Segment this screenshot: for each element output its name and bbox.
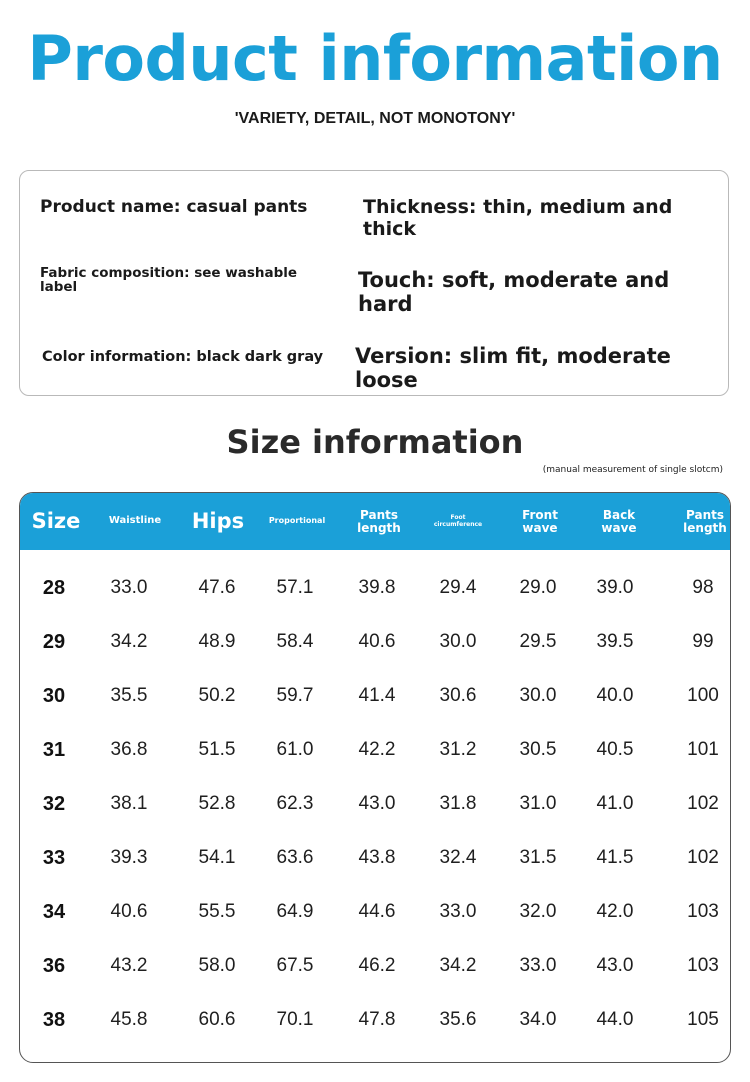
table-cell: 33.0 <box>439 901 477 922</box>
table-cell: 30.5 <box>519 739 557 760</box>
table-cell: 31.2 <box>439 739 477 760</box>
table-row <box>20 777 730 831</box>
table-cell: 34.0 <box>519 1009 557 1030</box>
table-cell: 33.0 <box>519 955 557 976</box>
page-title: Product information <box>27 22 723 95</box>
table-cell: 101 <box>687 739 719 760</box>
table-cell: 35.5 <box>110 685 148 706</box>
table-cell: 34.2 <box>439 955 477 976</box>
table-cell: 40.0 <box>596 685 634 706</box>
table-row <box>20 615 730 669</box>
header-waistline: Waistline <box>108 515 162 527</box>
header-front-wave: Front wave <box>522 507 558 535</box>
table-cell: 58.0 <box>198 955 236 976</box>
table-cell: 102 <box>687 793 719 814</box>
table-cell: 103 <box>687 901 719 922</box>
measurement-note: (manual measurement of single slotcm) <box>542 465 723 475</box>
table-cell: 41.4 <box>358 685 396 706</box>
table-cell: 48.9 <box>198 631 236 652</box>
table-cell: 35.6 <box>439 1009 477 1030</box>
touch-text: Touch: soft, moderate and hard <box>358 268 670 316</box>
table-cell: 32.4 <box>439 847 477 868</box>
table-cell: 41.0 <box>596 793 634 814</box>
table-row <box>20 993 730 1047</box>
table-cell: 61.0 <box>276 739 314 760</box>
product-name-text: Product name: casual pants <box>40 197 308 217</box>
table-cell: 70.1 <box>276 1009 314 1030</box>
size-section-title: Size information <box>226 423 524 461</box>
header-pants-length-2: Pants length <box>683 507 727 535</box>
table-cell: 54.1 <box>198 847 236 868</box>
table-cell: 31.8 <box>439 793 477 814</box>
table-cell: 64.9 <box>276 901 314 922</box>
table-cell: 55.5 <box>198 901 236 922</box>
table-cell: 47.6 <box>198 577 236 598</box>
table-cell: 98 <box>692 577 714 598</box>
table-cell: 39.8 <box>358 577 396 598</box>
size-cell: 31 <box>42 738 66 761</box>
table-row <box>20 831 730 885</box>
table-cell: 102 <box>687 847 719 868</box>
table-cell: 42.2 <box>358 739 396 760</box>
table-cell: 63.6 <box>276 847 314 868</box>
table-cell: 43.0 <box>596 955 634 976</box>
size-cell: 32 <box>42 792 66 815</box>
table-cell: 67.5 <box>276 955 314 976</box>
table-row <box>20 561 730 615</box>
table-cell: 59.7 <box>276 685 314 706</box>
header-hips: Hips <box>191 509 245 534</box>
table-cell: 29.4 <box>439 577 477 598</box>
table-cell: 46.2 <box>358 955 396 976</box>
table-cell: 58.4 <box>276 631 314 652</box>
fabric-composition-text: Fabric composition: see washable label <box>40 265 298 295</box>
table-cell: 30.0 <box>439 631 477 652</box>
table-cell: 39.3 <box>110 847 148 868</box>
table-cell: 100 <box>687 685 719 706</box>
table-cell: 52.8 <box>198 793 236 814</box>
table-cell: 39.0 <box>596 577 634 598</box>
table-cell: 33.0 <box>110 577 148 598</box>
table-cell: 40.6 <box>358 631 396 652</box>
product-info-box <box>19 170 729 396</box>
table-row <box>20 939 730 993</box>
size-cell: 36 <box>42 954 66 977</box>
table-cell: 30.0 <box>519 685 557 706</box>
table-cell: 62.3 <box>276 793 314 814</box>
table-cell: 40.6 <box>110 901 148 922</box>
table-cell: 47.8 <box>358 1009 396 1030</box>
table-row <box>20 669 730 723</box>
table-cell: 43.2 <box>110 955 148 976</box>
table-cell: 105 <box>687 1009 719 1030</box>
table-cell: 40.5 <box>596 739 634 760</box>
table-row <box>20 723 730 777</box>
table-row <box>20 885 730 939</box>
header-foot-circumference: Foot circumference <box>433 514 483 528</box>
table-cell: 60.6 <box>198 1009 236 1030</box>
header-pants-length: Pants length <box>357 507 401 535</box>
tagline: 'VARIETY, DETAIL, NOT MONOTONY' <box>234 110 516 127</box>
table-cell: 43.8 <box>358 847 396 868</box>
table-cell: 42.0 <box>596 901 634 922</box>
size-cell: 38 <box>42 1008 66 1031</box>
table-cell: 31.0 <box>519 793 557 814</box>
table-cell: 39.5 <box>596 631 634 652</box>
table-cell: 44.6 <box>358 901 396 922</box>
table-cell: 32.0 <box>519 901 557 922</box>
color-information-text: Color information: black dark gray <box>42 349 324 365</box>
version-text: Version: slim fit, moderate loose <box>355 344 671 392</box>
header-back-wave: Back wave <box>601 507 637 535</box>
size-cell: 28 <box>42 576 66 599</box>
table-cell: 99 <box>692 631 714 652</box>
table-cell: 45.8 <box>110 1009 148 1030</box>
header-proportional: Proportional <box>268 516 326 526</box>
table-cell: 43.0 <box>358 793 396 814</box>
header-size: Size <box>31 509 81 534</box>
table-cell: 41.5 <box>596 847 634 868</box>
table-cell: 44.0 <box>596 1009 634 1030</box>
size-cell: 34 <box>42 900 66 923</box>
size-cell: 30 <box>42 684 66 707</box>
table-cell: 38.1 <box>110 793 148 814</box>
table-cell: 29.5 <box>519 631 557 652</box>
table-cell: 103 <box>687 955 719 976</box>
table-cell: 31.5 <box>519 847 557 868</box>
table-header <box>20 493 730 550</box>
size-table <box>19 492 731 1063</box>
table-cell: 29.0 <box>519 577 557 598</box>
table-cell: 50.2 <box>198 685 236 706</box>
size-cell: 29 <box>42 630 66 653</box>
table-cell: 36.8 <box>110 739 148 760</box>
table-cell: 51.5 <box>198 739 236 760</box>
size-cell: 33 <box>42 846 66 869</box>
thickness-text: Thickness: thin, medium and thick <box>363 196 673 240</box>
table-cell: 30.6 <box>439 685 477 706</box>
table-cell: 57.1 <box>276 577 314 598</box>
table-cell: 34.2 <box>110 631 148 652</box>
